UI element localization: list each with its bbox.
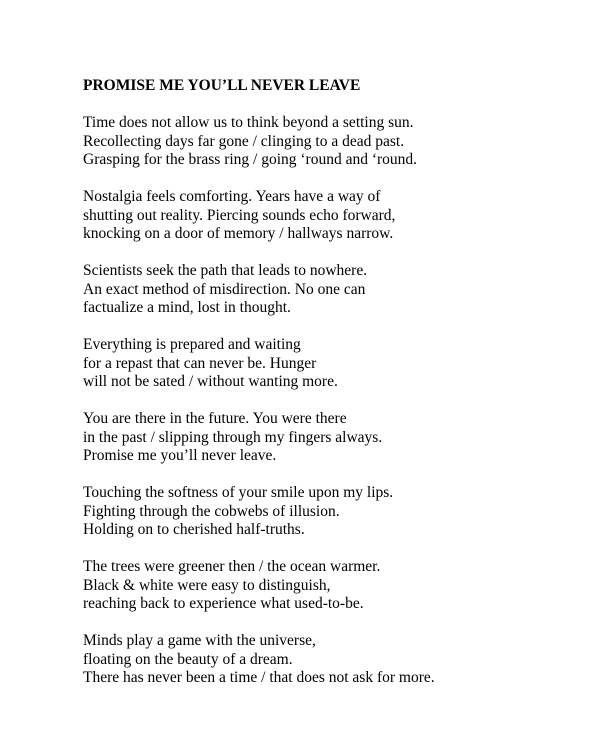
poem-line: Touching the softness of your smile upon my lips. [83, 484, 394, 501]
stanza-2 [83, 188, 603, 244]
poem-line: reaching back to experience what used-to-be. [83, 595, 364, 612]
poem-line: Nostalgia feels comforting. Years have a way of [83, 188, 381, 205]
stanza-4 [83, 336, 603, 392]
poem-line: Promise me you’ll never leave. [83, 447, 277, 464]
poem-line: knocking on a door of memory / hallways narrow. [83, 225, 394, 242]
stanza-3 [83, 262, 603, 318]
poem-line: Black & white were easy to distinguish, [83, 576, 331, 594]
poem-line: floating on the beauty of a dream. [83, 650, 293, 668]
poem-line: factualize a mind, lost in thought. [83, 299, 291, 316]
poem-title: PROMISE ME YOU’LL NEVER LEAVE [83, 77, 361, 94]
poem-line: An exact method of misdirection. No one can [83, 280, 366, 298]
stanza-7 [83, 558, 603, 614]
poem-line: Minds play a game with the universe, [83, 632, 316, 649]
poem-line: Grasping for the brass ring / going ‘round and ‘round. [83, 151, 418, 168]
poem-line: The trees were greener then / the ocean warmer. [83, 558, 381, 575]
poem-line: Scientists seek the path that leads to nowhere. [83, 262, 368, 279]
poem-line: Recollecting days far gone / clinging to a dead past. [83, 132, 405, 150]
poem-line: Fighting through the cobwebs of illusion. [83, 502, 340, 520]
stanza-5 [83, 410, 603, 466]
stanza-6 [83, 484, 603, 540]
poem-line: You are there in the future. You were there [83, 410, 347, 427]
poem-line: Time does not allow us to think beyond a setting sun. [83, 114, 414, 131]
poem-line: in the past / slipping through my fingers always. [83, 428, 383, 446]
poem-line: for a repast that can never be. Hunger [83, 354, 317, 372]
stanza-8 [83, 632, 603, 688]
poem-line: Holding on to cherished half-truths. [83, 521, 305, 538]
poem-line: shutting out reality. Piercing sounds echo forward, [83, 206, 396, 224]
poem-line: There has never been a time / that does not ask for more. [83, 669, 435, 686]
poem-page [83, 77, 603, 706]
poem-line: will not be sated / without wanting more. [83, 373, 338, 390]
stanza-1 [83, 114, 603, 170]
poem-line: Everything is prepared and waiting [83, 336, 301, 353]
